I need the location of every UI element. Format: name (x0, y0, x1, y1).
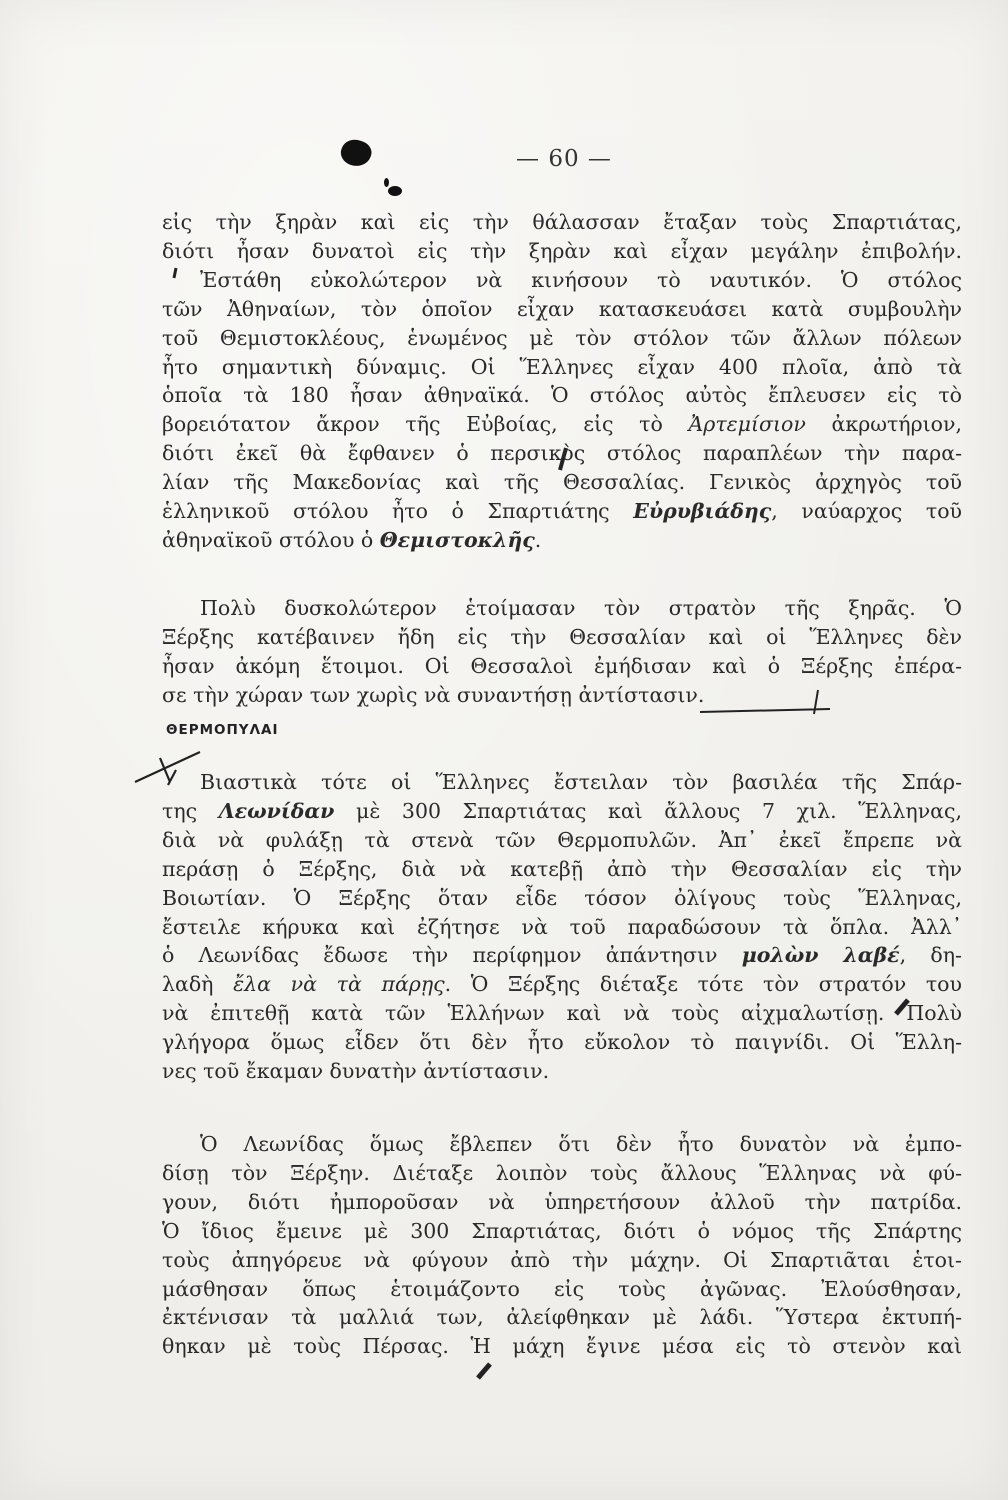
text-line (162, 410, 962, 439)
text-span: . Ὁ Ξέρξης διέταξε τότε τὸν στρατόν του (444, 972, 962, 997)
text-line: τοῦ Θεμιστοκλέους, ἑνωμένος μὲ τὸν στόλον τῶν ἄλλων πόλεων (162, 325, 962, 350)
text-line: ὁποῖα τὰ 180 ἦσαν ἀθηναϊκά. Ὁ στόλος αὐτὸς ἔπλευσεν εἰς τὸ (162, 383, 962, 408)
text-line: νὰ ἐπιτεθῇ κατὰ τῶν Ἑλλήνων καὶ νὰ τοὺς αἰχμαλωτίσῃ. Πολὺ (162, 1001, 962, 1026)
text-line: Ὁ ἴδιος ἔμεινε μὲ 300 Σπαρτιάτας, διότι ὁ νόμος τῆς Σπάρτης (162, 1218, 962, 1243)
paragraph-1 (162, 208, 962, 555)
text-line (162, 970, 962, 999)
name-leonidas: Λεωνίδαν (218, 798, 335, 823)
text-line: τοὺς ἀπηγόρευε νὰ φύγουν ἀπὸ τὴν μάχην. Οἱ Σπαρτιᾶται ἑτοι- (162, 1247, 962, 1272)
text-line: λίαν τῆς Μακεδονίας καὶ τῆς Θεσσαλίας. Γενικὸς ἀρχηγὸς τοῦ (162, 470, 962, 495)
text-line: Βιαστικὰ τότε οἱ Ἕλληνες ἔστειλαν τὸν βασιλέα τῆς Σπάρ- (200, 770, 962, 794)
text-span: ὁ Λεωνίδας ἔδωσε τὴν περίφημον ἀπάντησιν (162, 943, 742, 968)
text-line: εἰς τὴν ξηρὰν καὶ εἰς τὴν θάλασσαν ἔταξαν τοὺς Σπαρτιάτας, (162, 210, 962, 234)
text-span: μὲ 300 Σπαρτιάτας καὶ ἄλλους 7 χιλ. Ἕλληνας, (334, 798, 962, 823)
text-line: τῶν Ἀθηναίων, τὸν ὁποῖον εἶχαν κατασκευάσει κατὰ συμβουλὴν (162, 296, 962, 321)
text-span: βορειότατον ἄκρον τῆς Εὐβοίας, εἰς τὸ (162, 412, 689, 437)
ink-blot-small (388, 186, 402, 196)
text-line: Ξέρξης κατέβαινεν ἤδη εἰς τὴν Θεσσαλίαν καὶ οἱ Ἕλληνες δὲν (162, 624, 962, 649)
text-line: γλήγορα ὅμως εἶδεν ὅτι δὲν ἦτο εὔκολον τὸ παιγνίδι. Οἱ Ἕλλη- (162, 1030, 962, 1055)
paragraph-4 (162, 1130, 962, 1361)
text-line: νες τοῦ ἔκαμαν δυνατὴν ἀντίστασιν. (162, 1059, 550, 1084)
text-line: ἔστειλε κήρυκα καὶ ἐζήτησε νὰ τοῦ παραδώσουν τὰ ὅπλα. Ἀλλ᾽ (162, 914, 962, 939)
quote-molon-labe: μολὼν λαβέ (741, 943, 900, 968)
text-span: , ναύαρχος τοῦ (771, 499, 962, 524)
name-themistocles: Θεμιστοκλῆς (379, 527, 535, 552)
section-heading-thermopylae: ΘΕΡΜΟΠΥΛΑΙ (166, 722, 279, 738)
text-span: ἑλληνικοῦ στόλου ἦτο ὁ Σπαρτιάτης (162, 499, 634, 524)
text-line (162, 526, 962, 555)
text-span: λαδὴ (162, 972, 234, 997)
paragraph-3 (162, 768, 962, 1086)
text-line: ἦτο σημαντικὴ δύναμις. Οἱ Ἕλληνες εἶχαν 400 πλοῖα, ἀπὸ τὰ (162, 354, 962, 379)
text-span: . (534, 527, 542, 552)
text-line: Ὁ Λεωνίδας ὅμως ἔβλεπεν ὅτι δὲν ἦτο δυνατὸν νὰ ἐμπο- (200, 1132, 962, 1156)
text-line: διὰ νὰ φυλάξῃ τὰ στενὰ τῶν Θερμοπυλῶν. Ἀπ᾽ ἐκεῖ ἔπρεπε νὰ (162, 827, 962, 852)
text-line (162, 497, 962, 526)
text-span: ἀθηναϊκοῦ στόλου ὁ (162, 527, 380, 552)
text-line: Ἐστάθη εὐκολώτερον νὰ κινήσουν τὸ ναυτικόν. Ὁ στόλος (200, 267, 962, 292)
text-line: ἦσαν ἀκόμη ἕτοιμοι. Οἱ Θεσσαλοὶ ἐμήδισαν καὶ ὁ Ξέρξης ἐπέρα- (162, 653, 962, 678)
text-span: της (162, 798, 219, 823)
text-line: διότι ἦσαν δυνατοὶ εἰς τὴν ξηρὰν καὶ εἶχαν μεγάλην ἐπιβολήν. (162, 238, 962, 263)
text-line: θηκαν μὲ τοὺς Πέρσας. Ἡ μάχη ἔγινε μέσα εἰς τὸ στενὸν καὶ (162, 1334, 962, 1359)
text-line: μάσθησαν ὅπως ἑτοιμάζοντο εἰς τοὺς ἀγῶνας. Ἐλούσθησαν, (162, 1276, 962, 1301)
paragraph-2 (162, 594, 962, 710)
text-line (162, 797, 962, 826)
text-span: ἀκρωτήριον, (805, 412, 962, 437)
text-line: διότι ἐκεῖ θὰ ἔφθανεν ὁ περσικὸς στόλος παραπλέων τὴν παρα- (162, 441, 962, 466)
text-span: , δη- (899, 943, 962, 968)
text-line: Βοιωτίαν. Ὁ Ξέρξης ὅταν εἶδε τόσον ὀλίγους τοὺς Ἕλληνας, (162, 885, 962, 910)
page-number: — 60 — (516, 146, 612, 172)
place-name-artemision: Ἀρτεμίσιον (688, 412, 806, 437)
text-line: γουν, διότι ἠμποροῦσαν νὰ ὑπηρετήσουν ἀλλοῦ τὴν πατρίδα. (162, 1189, 962, 1214)
quote-translation: ἔλα νὰ τὰ πάρῃς (233, 972, 445, 997)
text-line: περάσῃ ὁ Ξέρξης, διὰ νὰ κατεβῇ ἀπὸ τὴν Θεσσαλίαν εἰς τὴν (162, 856, 962, 881)
slash-mark-3 (478, 1364, 490, 1378)
text-line: σε τὴν χώραν των χωρὶς νὰ συναντήσῃ ἀντίστασιν. (162, 682, 705, 707)
text-line: Πολὺ δυσκολώτερον ἑτοίμασαν τὸν στρατὸν τῆς ξηρᾶς. Ὁ (200, 596, 962, 620)
text-line: ἐκτένισαν τὰ μαλλιά των, ἀλείφθηκαν μὲ λάδι. Ὕστερα ἐκτυπή- (162, 1305, 962, 1330)
text-line: δίσῃ τὸν Ξέρξην. Διέταξε λοιπὸν τοὺς ἄλλους Ἕλληνας νὰ φύ- (162, 1160, 962, 1185)
text-line (162, 941, 962, 970)
name-eurybiades: Εὐρυβιάδης (633, 499, 772, 524)
ink-blot-dot (384, 178, 389, 187)
